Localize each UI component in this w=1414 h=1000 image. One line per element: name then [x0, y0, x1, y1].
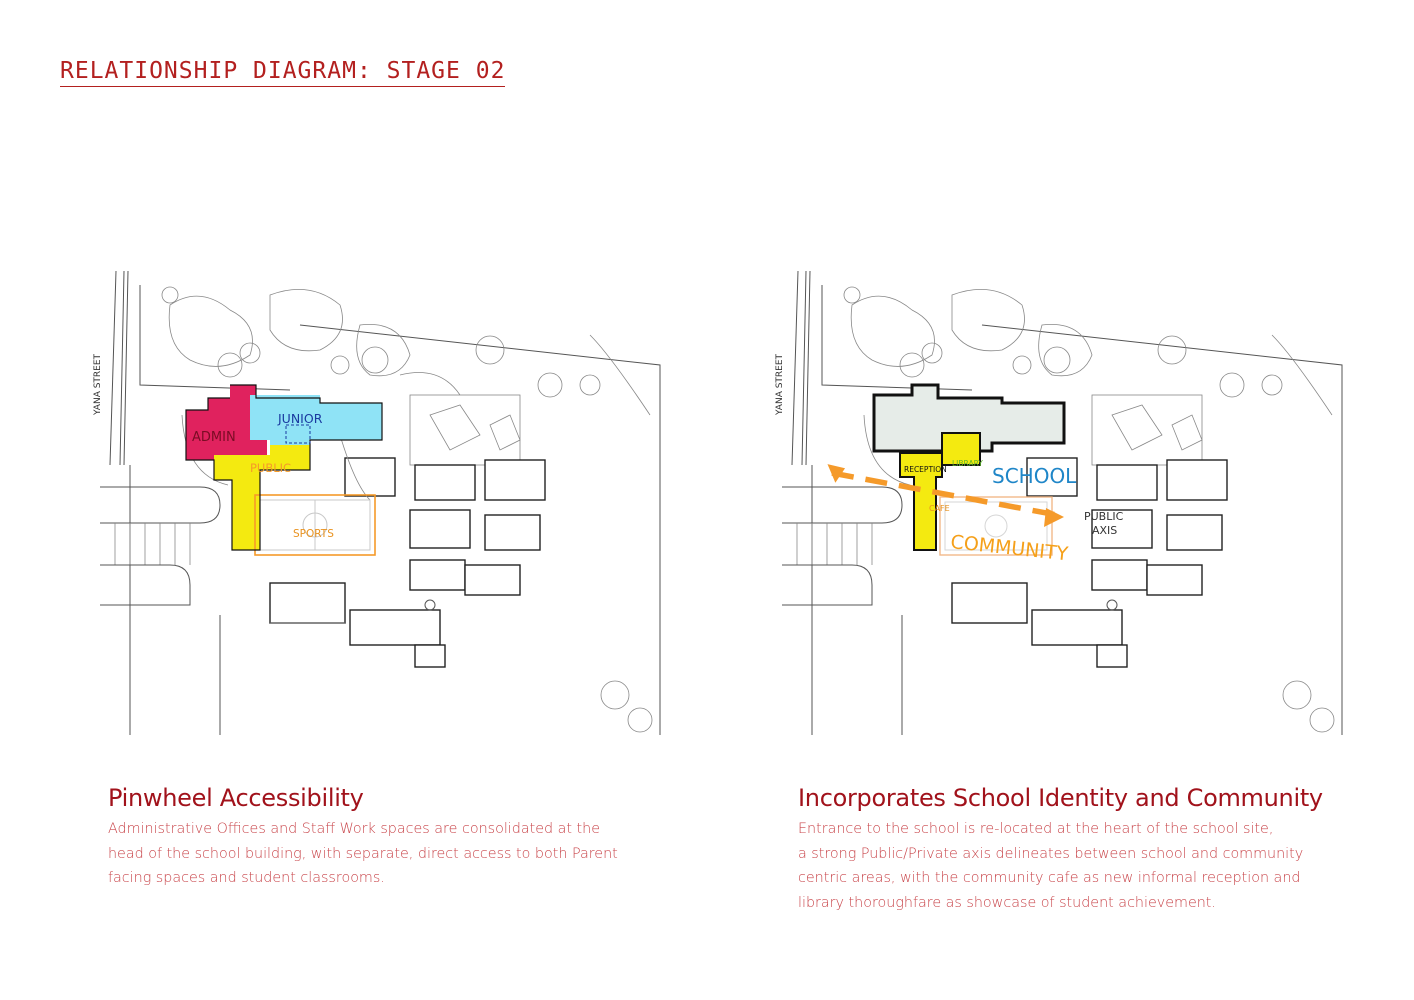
street-label-left: YANA STREET	[93, 353, 103, 415]
school-label: SCHOOL	[992, 464, 1077, 488]
site-base-left	[100, 271, 660, 735]
caption-left-line: head of the school building, with separate, direct access to both Parent	[108, 845, 618, 862]
site-plan-identity-community	[775, 265, 1352, 735]
caption-right-line: library thoroughfare as showcase of student achievement.	[798, 894, 1216, 911]
caption-right-line: a strong Public/Private axis delineates between school and community	[798, 845, 1304, 862]
reception-label: RECEPTION	[904, 465, 947, 474]
library-label: LIBRARY	[952, 459, 983, 468]
public-axis-label-line2: AXIS	[1092, 524, 1118, 537]
caption-right-heading: Incorporates School Identity and Community	[798, 784, 1323, 812]
junior-label: JUNIOR	[278, 411, 323, 426]
sports-label: SPORTS	[293, 528, 334, 540]
caption-left-line: Administrative Offices and Staff Work spaces are consolidated at the	[108, 821, 600, 837]
site-plan-left-svg	[93, 265, 670, 735]
cafe-label: CAFE	[929, 504, 950, 513]
street-label-right: YANA STREET	[775, 353, 785, 415]
caption-left	[108, 784, 688, 891]
site-plan-right-svg	[775, 265, 1352, 735]
caption-left-line: facing spaces and student classrooms.	[108, 870, 385, 886]
admin-label: ADMIN	[192, 430, 236, 445]
caption-left-heading: Pinwheel Accessibility	[108, 784, 364, 812]
caption-right-body	[798, 817, 1378, 915]
caption-right-line: Entrance to the school is re-located at the heart of the school site,	[798, 821, 1274, 837]
public-label: PUBLIC	[250, 461, 292, 475]
site-plan-pinwheel	[93, 265, 670, 735]
site-base-right	[782, 271, 1342, 735]
community-label: COMMUNITY	[949, 531, 1070, 566]
page-title: RELATIONSHIP DIAGRAM: STAGE 02	[60, 58, 505, 87]
caption-left-body	[108, 817, 688, 891]
public-axis-label-line1: PUBLIC	[1084, 510, 1124, 523]
axis-arrowhead-right	[1044, 508, 1064, 527]
caption-right-line: centric areas, with the community cafe as new informal reception and	[798, 870, 1301, 886]
caption-right	[798, 784, 1378, 915]
